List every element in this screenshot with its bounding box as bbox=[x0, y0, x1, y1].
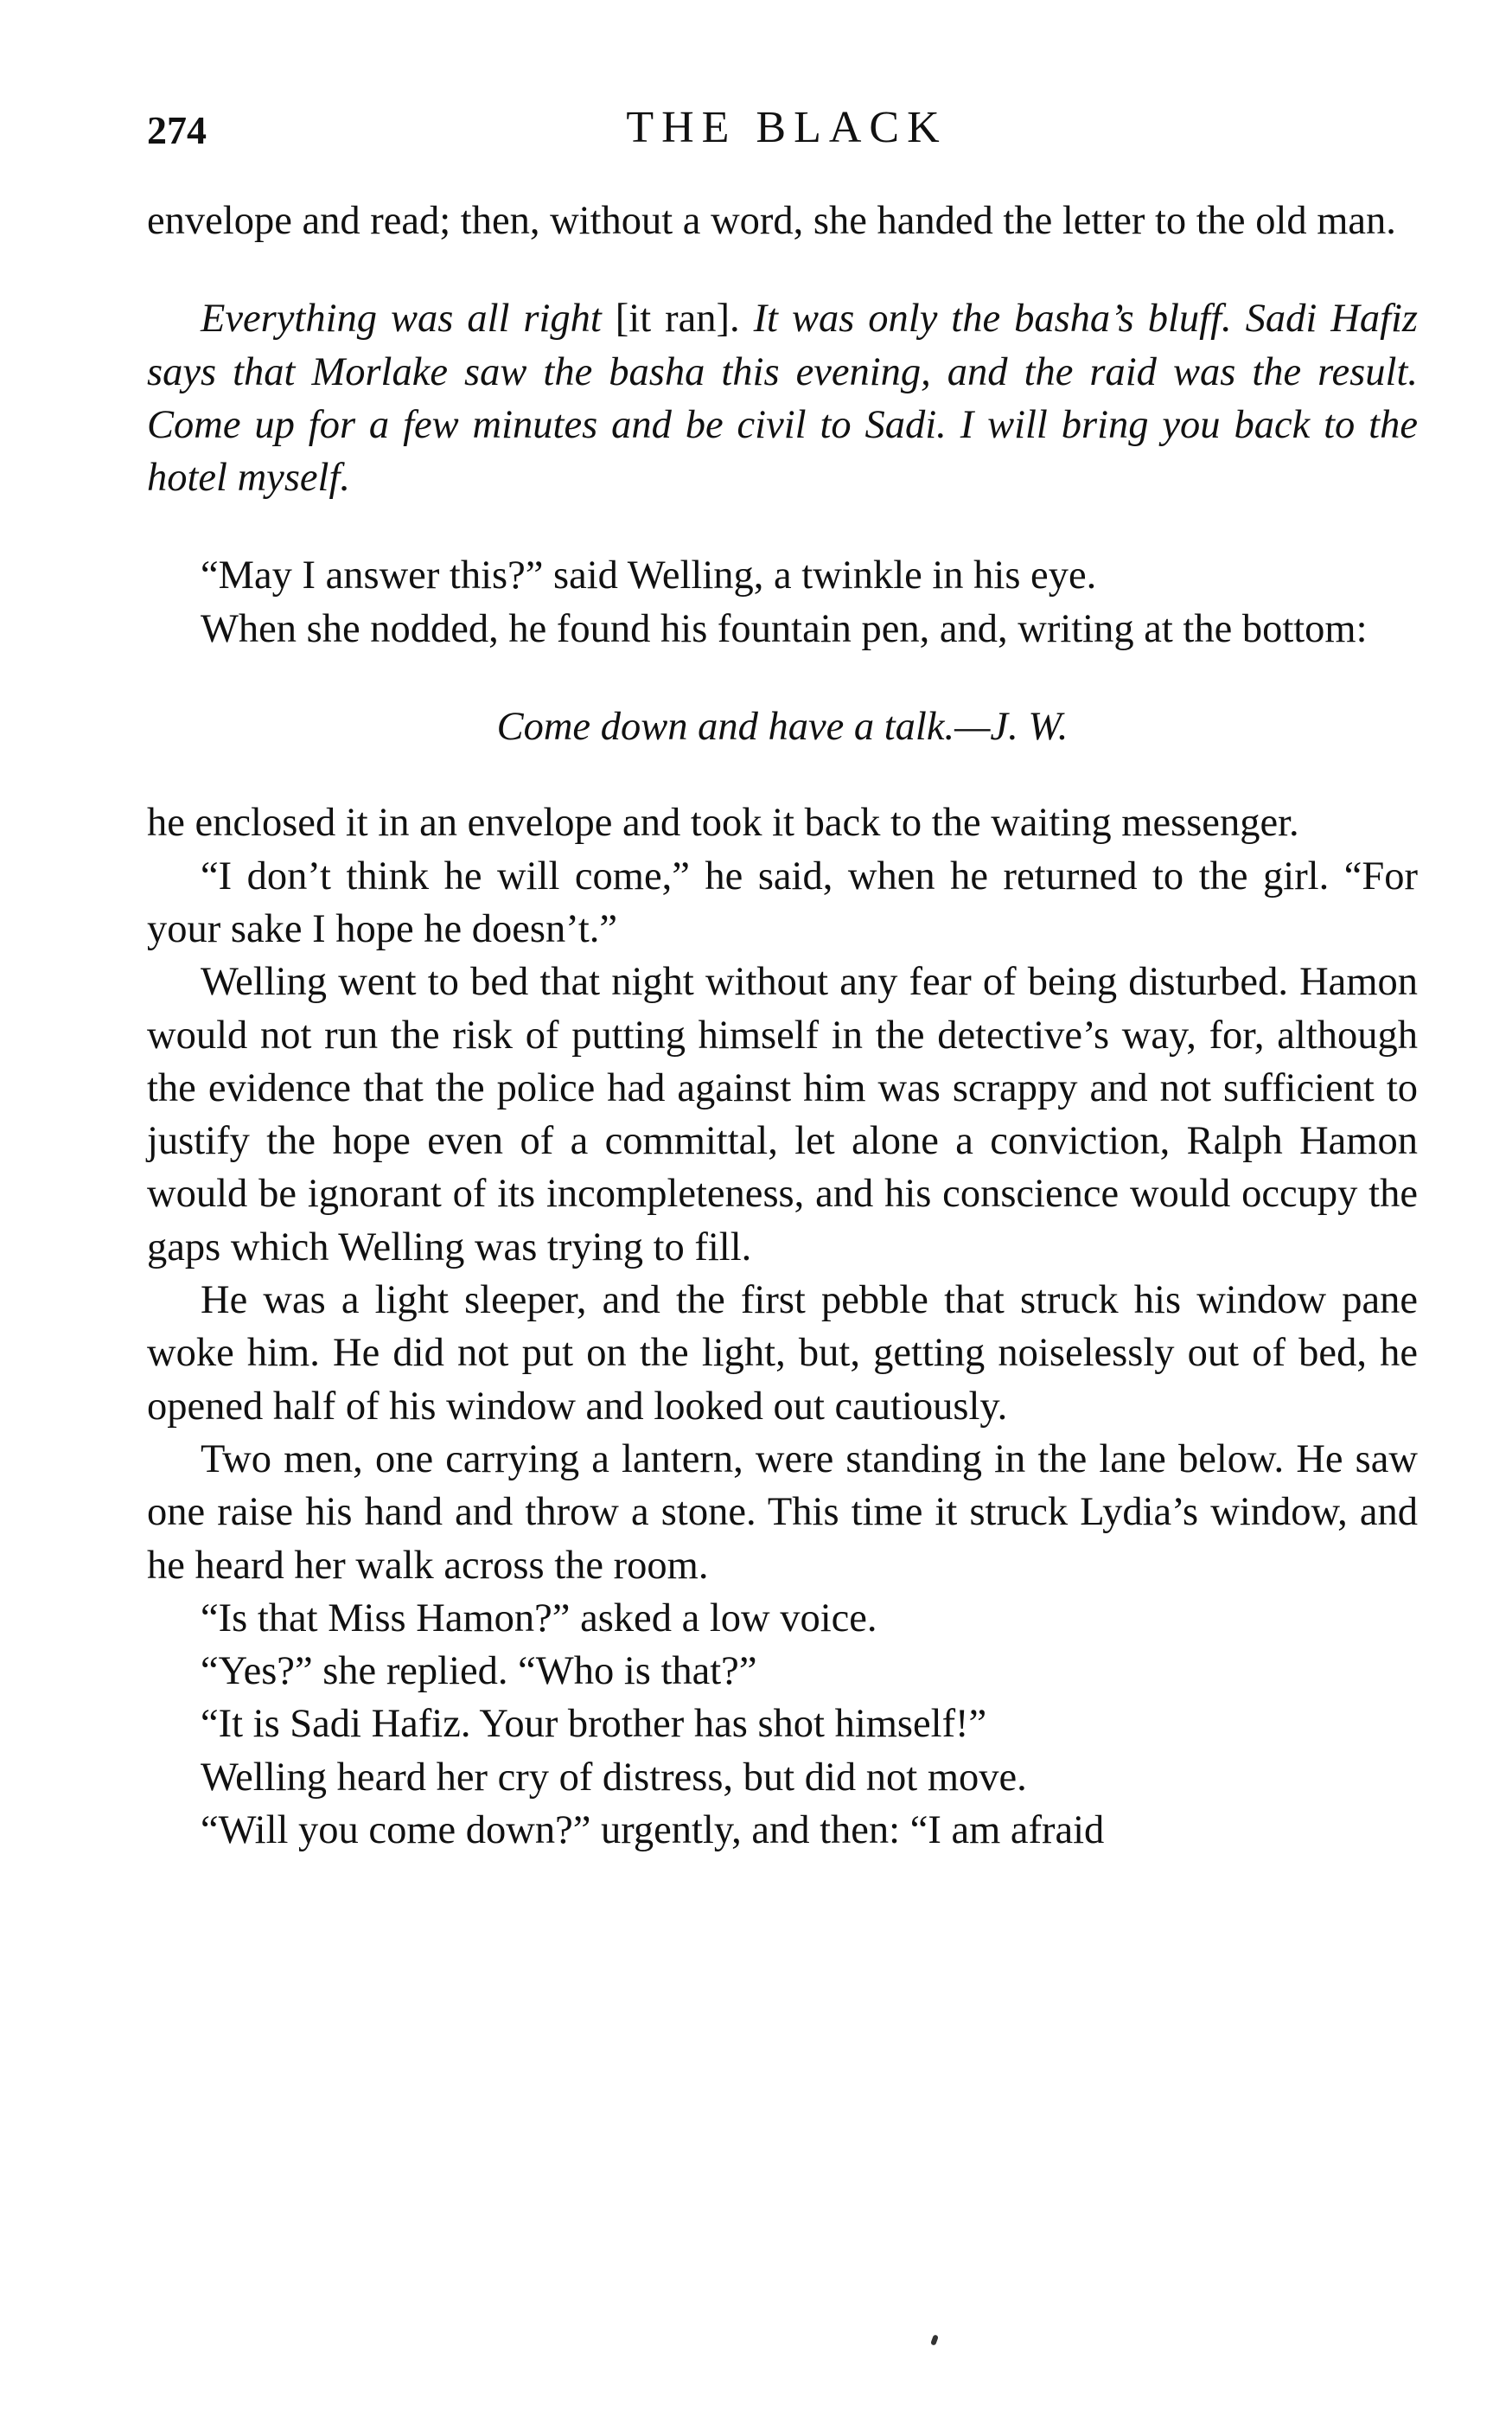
ink-speck bbox=[930, 2334, 939, 2345]
letter-text: Everything was all right bbox=[201, 297, 602, 342]
body-text bbox=[147, 195, 1418, 1857]
quoted-letter bbox=[147, 292, 1418, 504]
paragraph: “May I answer this?” said Welling, a twinkle in his eye. bbox=[201, 553, 1097, 598]
paragraph: he enclosed it in an envelope and took it back to the waiting messenger. bbox=[147, 801, 1299, 846]
letter-text: It was only the basha’s bluff. Sadi Hafiz says that Morlake saw the basha this evening, and the raid was the result. Come up for a few minutes and be civil to Sadi. I will bring you back to the hotel myself. bbox=[147, 297, 1419, 501]
paragraph: “Will you come down?” urgently, and then: “I am afraid bbox=[201, 1808, 1105, 1853]
paragraph: When she nodded, he found his fountain pen, and, writing at the bottom: bbox=[201, 606, 1368, 651]
running-head: THE BLACK bbox=[626, 103, 947, 152]
page-header bbox=[147, 102, 1426, 171]
letter-bracket: [it ran]. bbox=[615, 297, 740, 342]
reply-note: Come down and have a talk.—J. W. bbox=[496, 705, 1069, 750]
paragraph: He was a light sleeper, and the first pebble that struck his window pane woke him. He did not put on the light, but, getting noiselessly out of bed, he opened half of his window and looked out cautiously. bbox=[147, 1278, 1418, 1429]
paragraph: “Yes?” she replied. “Who is that?” bbox=[201, 1649, 757, 1694]
paragraph: Two men, one carrying a lantern, were standing in the lane below. He saw one raise his hand and throw a stone. This time it struck Lydia’s window, and he heard her walk across the room. bbox=[147, 1436, 1418, 1588]
paragraph: “It is Sadi Hafiz. Your brother has shot himself!” bbox=[201, 1702, 987, 1747]
paragraph: “I don’t think he will come,” he said, when he returned to the girl. “For your sake I hope he doesn’t.” bbox=[147, 854, 1418, 951]
paragraph: Welling heard her cry of distress, but did not move. bbox=[201, 1755, 1027, 1800]
paragraph: Welling went to bed that night without any fear of being disturbed. Hamon would not run the risk of putting himself in the detective’s way, for, although the evidence that the police had against him was scrappy and not sufficient to justify the hope even of a committal, let alone a conviction, Ralph Hamon would be ignorant of its incompleteness, and his conscience would occupy the gaps which Welling was trying to fill. bbox=[147, 960, 1418, 1269]
paragraph: envelope and read; then, without a word, she handed the letter to the old man. bbox=[147, 199, 1396, 243]
page-number: 274 bbox=[147, 108, 207, 152]
paragraph: “Is that Miss Hamon?” asked a low voice. bbox=[201, 1595, 877, 1640]
